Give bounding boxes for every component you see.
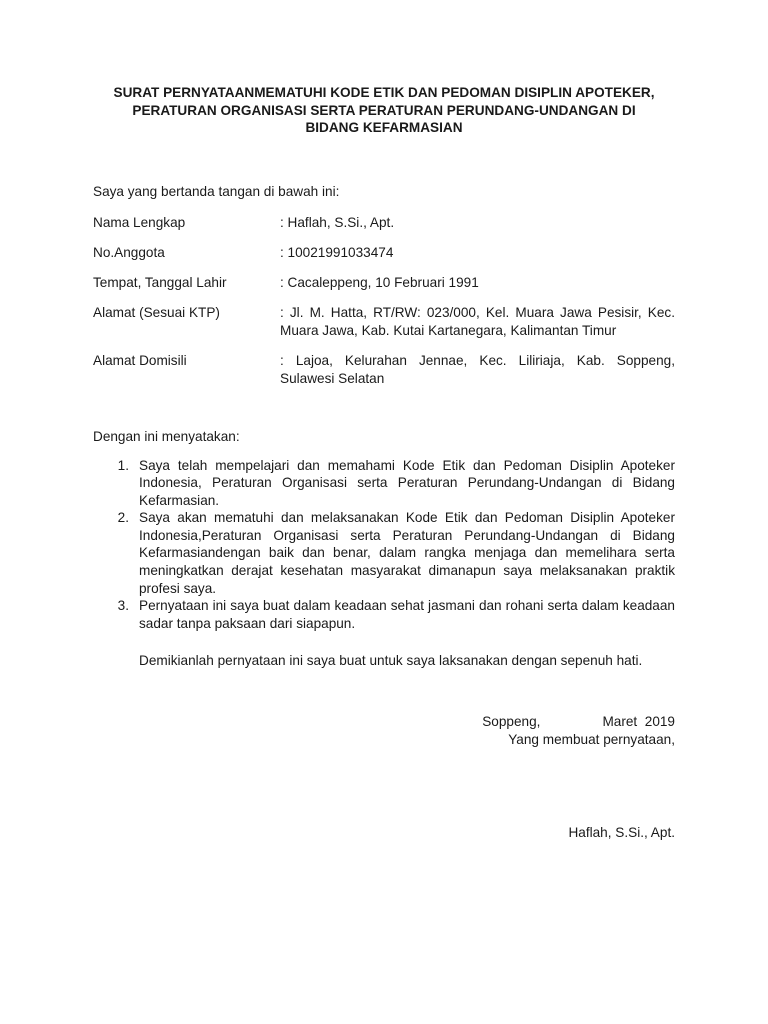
field-value: : Cacaleppeng, 10 Februari 1991: [280, 274, 479, 290]
list-item: [93, 597, 675, 632]
list-text: Saya telah mempelajari dan memahami Kode Etik dan Pedoman Disiplin Apoteker Indonesia, Peraturan Organisasi serta Peraturan Perundang-Undangan di Bidang Kefarmasian.: [139, 457, 675, 508]
field-value: : 10021991033474: [280, 244, 394, 260]
field-value: : Jl. M. Hatta, RT/RW: 023/000, Kel. Muara Jawa Pesisir, Kec. Muara Jawa, Kab. Kutai Kartanegara, Kalimantan Timur: [280, 304, 675, 338]
list-number: 3.: [117, 598, 129, 614]
statement-list: [93, 457, 675, 633]
field-value: : Haflah, S.Si., Apt.: [280, 214, 395, 230]
declaration-heading: Dengan ini menyatakan:: [93, 428, 240, 444]
field-full-name: [93, 214, 675, 232]
field-birth-place-date: [93, 274, 675, 292]
field-label: Alamat (Sesuai KTP): [93, 304, 220, 320]
document-title: [83, 84, 685, 137]
field-value: : Lajoa, Kelurahan Jennae, Kec. Liliriaja, Kab. Soppeng, Sulawesi Selatan: [280, 352, 675, 386]
title-line-2: PERATURAN ORGANISASI SERTA PERATURAN PERUNDANG-UNDANGAN DI: [132, 102, 636, 118]
signature-city: Soppeng,: [482, 714, 541, 730]
signature-date: Maret 2019: [602, 714, 675, 730]
closing-text: Demikianlah pernyataan ini saya buat untuk saya laksanakan dengan sepenuh hati.: [139, 653, 643, 669]
list-item: [93, 457, 675, 510]
field-label: Tempat, Tanggal Lahir: [93, 274, 227, 290]
field-member-number: [93, 244, 675, 262]
signer-name: Haflah, S.Si., Apt.: [568, 825, 675, 841]
list-text: Pernyataan ini saya buat dalam keadaan sehat jasmani dan rohani serta dalam keadaan sadar tanpa paksaan dari siapapun.: [139, 598, 675, 631]
list-text: Saya akan mematuhi dan melaksanakan Kode Etik dan Pedoman Disiplin Apoteker Indonesia,Peraturan Organisasi serta Peraturan Perundang-Undangan di Bidang Kefarmasiandengan baik dan benar, dalam rangka menjaga dan memelihara serta meningkatkan derajat kesehatan masyarakat dimanapun saya melaksanakan praktik profesi saya.: [139, 510, 675, 596]
document-page: [93, 84, 675, 842]
intro-text: Saya yang bertanda tangan di bawah ini:: [93, 183, 340, 199]
list-number: 2.: [117, 510, 129, 526]
field-label: Nama Lengkap: [93, 214, 186, 230]
list-item: [93, 509, 675, 597]
signature-block: [93, 713, 675, 749]
field-label: No.Anggota: [93, 244, 165, 260]
identity-fields: [93, 214, 675, 388]
signature-caption: Yang membuat pernyataan,: [508, 732, 675, 748]
title-line-3: BIDANG KEFARMASIAN: [305, 120, 463, 135]
field-address-domicile: [93, 352, 675, 388]
title-line-1: SURAT PERNYATAANMEMATUHI KODE ETIK DAN PEDOMAN DISIPLIN APOTEKER,: [113, 85, 655, 100]
field-label: Alamat Domisili: [93, 352, 187, 368]
field-address-ktp: [93, 304, 675, 340]
place-date: [93, 713, 675, 731]
list-number: 1.: [117, 457, 129, 473]
